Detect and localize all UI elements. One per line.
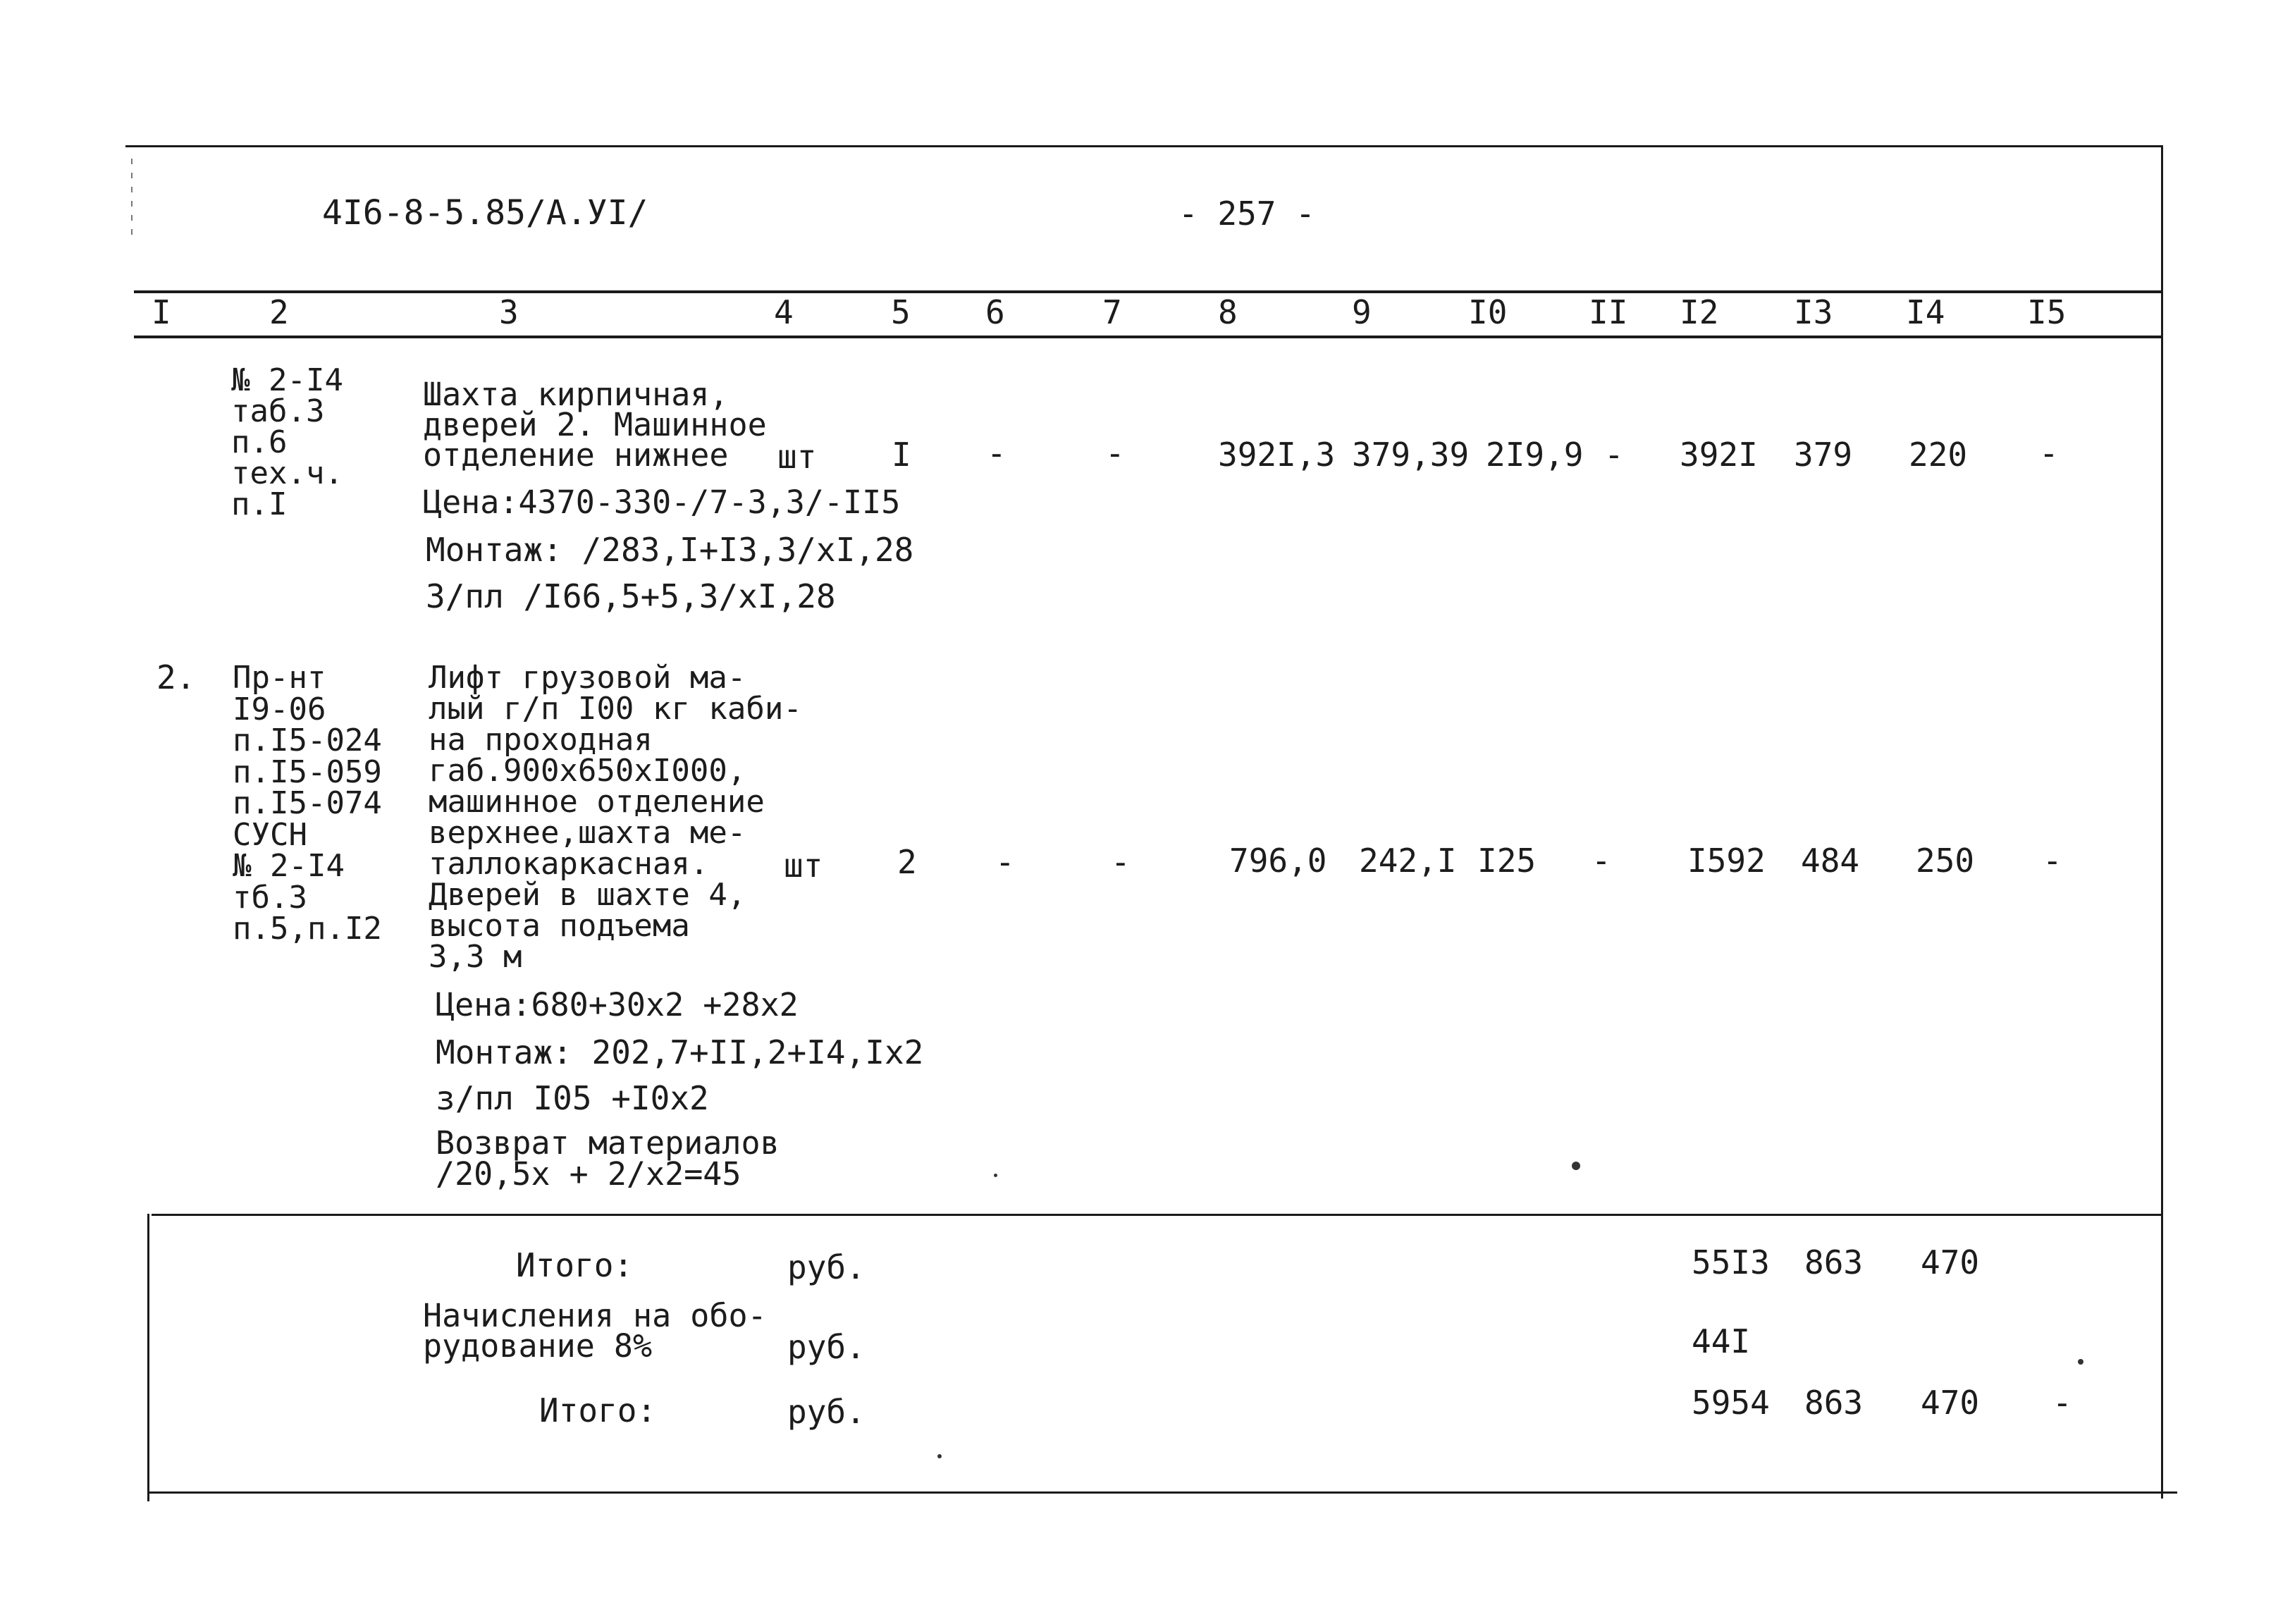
row-col14: 220	[1909, 436, 1968, 474]
totals-col13: 863	[1804, 1243, 1864, 1281]
column-number: 5	[891, 293, 911, 331]
document-code: 4I6-8-5.85/A.УI/	[322, 193, 648, 233]
totals-separator-line	[152, 1214, 2162, 1216]
row-col11: -	[1604, 436, 1624, 474]
row-col9: 242,I	[1359, 842, 1457, 880]
column-number: 8	[1218, 293, 1238, 331]
column-number: 3	[499, 293, 519, 331]
totals-label: Начисления на обо- рудование 8%	[423, 1297, 767, 1365]
row-col14: 250	[1916, 842, 1975, 880]
totals-col12: 5954	[1692, 1384, 1770, 1422]
row-note: Монтаж: 202,7+II,2+I4,Ix2	[436, 1033, 924, 1071]
row-col9: 379,39	[1352, 436, 1470, 474]
totals-col12: 55I3	[1692, 1243, 1770, 1281]
scan-speck	[994, 1174, 997, 1177]
row-col7: -	[1105, 434, 1125, 472]
column-number: II	[1589, 293, 1628, 331]
frame-bottom-line	[147, 1491, 2177, 1494]
row-reference: № 2-I4 таб.3 п.6 тех.ч. п.I	[231, 362, 343, 522]
row-unit: шт	[784, 847, 823, 885]
totals-label: Итого:	[516, 1246, 634, 1284]
row-note: З/пл /I66,5+5,3/xI,28	[426, 577, 836, 615]
column-number: I	[152, 293, 171, 331]
column-number: I4	[1906, 293, 1945, 331]
row-col11: -	[1592, 842, 1611, 880]
row-col6: -	[987, 434, 1007, 472]
totals-unit: руб.	[787, 1248, 866, 1286]
scan-speck	[937, 1454, 942, 1458]
column-number: 7	[1102, 293, 1122, 331]
column-number: I2	[1680, 293, 1719, 331]
totals-col12: 44I	[1692, 1322, 1751, 1360]
column-header-bottom-line	[134, 336, 2162, 338]
row-col15: -	[2039, 434, 2059, 472]
column-number: 9	[1352, 293, 1372, 331]
frame-left-line-lower	[147, 1214, 149, 1501]
column-number: 6	[985, 293, 1005, 331]
row-col13: 484	[1801, 842, 1860, 880]
row-note: Возврат материалов /20,5x + 2/x2=45	[436, 1124, 780, 1193]
row-note: Цена:680+30x2 +28x2	[436, 986, 799, 1023]
row-note: Цена:4370-330-/7-3,3/-II5	[423, 484, 901, 521]
frame-left-dashed	[131, 159, 133, 243]
totals-col15: -	[2052, 1384, 2072, 1422]
row-col7: -	[1111, 843, 1131, 881]
row-unit: шт	[777, 438, 817, 476]
totals-unit: руб.	[787, 1393, 866, 1431]
row-number: 2.	[156, 658, 196, 696]
row-col10: 2I9,9	[1486, 436, 1584, 474]
row-quantity: 2	[897, 843, 917, 881]
row-col13: 379	[1794, 436, 1853, 474]
row-col10: I25	[1477, 842, 1537, 880]
totals-col14: 470	[1921, 1384, 1980, 1422]
column-number: I0	[1468, 293, 1508, 331]
column-number: 2	[269, 293, 289, 331]
row-reference: Пр-нт I9-06 п.I5-024 п.I5-059 п.I5-074 СУСН № 2-I4 тб.3 п.5,п.I2	[233, 660, 382, 947]
totals-label: Итого:	[539, 1391, 657, 1429]
scan-speck	[2078, 1359, 2083, 1365]
frame-right-line	[2161, 145, 2163, 1499]
row-description: Шахта кирпичная, дверей 2. Машинное отделение нижнее	[423, 376, 767, 474]
row-col8: 796,0	[1229, 842, 1327, 880]
totals-col14: 470	[1921, 1243, 1980, 1281]
scan-speck	[1572, 1162, 1580, 1170]
totals-unit: руб.	[787, 1328, 866, 1366]
row-note: з/пл I05 +I0x2	[436, 1079, 709, 1117]
row-col12: I592	[1687, 842, 1766, 880]
frame-top-line	[125, 145, 2162, 147]
row-note: Монтаж: /283,I+I3,3/xI,28	[426, 531, 914, 569]
page-number: - 257 -	[1178, 195, 1315, 233]
column-number: I3	[1794, 293, 1833, 331]
row-col8: 392I,3	[1218, 436, 1336, 474]
row-description: Лифт грузовой ма- лый г/п I00 кг каби- на проходная габ.900x650xI000, машинное отделение верхнее,шахта ме- таллокаркасная. Дверей в шахте 4, высота подъема 3,3 м	[429, 660, 802, 975]
column-header-top-line	[134, 290, 2162, 293]
row-col12: 392I	[1680, 436, 1758, 474]
totals-col13: 863	[1804, 1384, 1864, 1422]
column-number: 4	[774, 293, 794, 331]
row-quantity: I	[892, 436, 911, 474]
row-col15: -	[2043, 842, 2062, 880]
row-col6: -	[995, 843, 1015, 881]
column-number: I5	[2027, 293, 2067, 331]
